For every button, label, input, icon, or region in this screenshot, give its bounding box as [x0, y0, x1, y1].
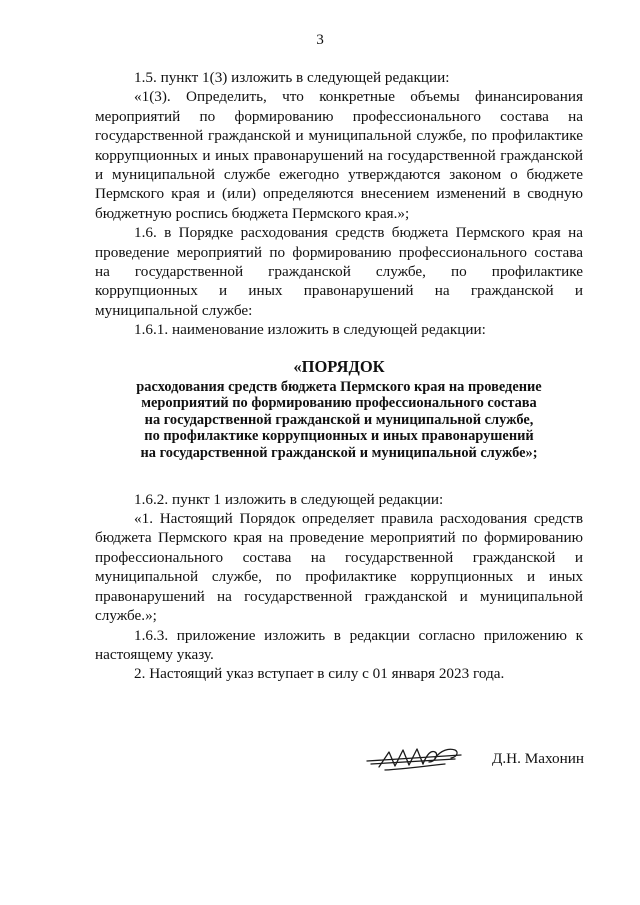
handwritten-signature [365, 740, 465, 774]
procedure-heading-title: «ПОРЯДОК [293, 356, 385, 376]
paragraph-1-6: 1.6. в Порядке расходования средств бюджета Пермского края на проведение мероприятий по формированию профессионального состава на государственной гражданской службе, по профилактике коррупционных и иных правонарушений на гражданской и муниципальной службе: [95, 224, 583, 319]
paragraph-1-quote: «1. Настоящий Порядок определяет правила расходования средств бюджета Пермского края на проведение мероприятий по формированию профессионального состава на государственной гражданской и муниципальной службе, по профилактике коррупционных и иных правонарушений на государственной гражданской и муниципальной службе.»; [95, 510, 583, 625]
procedure-heading-line: по профилактике коррупционных и иных правонарушений [144, 428, 534, 445]
paragraph-1-6-2: 1.6.2. пункт 1 изложить в следующей редакции: [134, 490, 444, 508]
page-number: 3 [316, 31, 324, 48]
signature-row [0, 740, 640, 780]
document-body [95, 68, 583, 684]
paragraph-1-3-quote: «1(3). Определить, что конкретные объемы финансирования мероприятий по формированию профессионального состава на государственной гражданской и муниципальной службе, по профилактике коррупционных и иных правонарушений на государственной гражданской и муниципальной службе ежегодно утверждаются законом о бюджете Пермского края и (или) определяются внесением изменений в сводную бюджетную роспись бюджета Пермского края.»; [95, 88, 583, 222]
paragraph-2: 2. Настоящий указ вступает в силу с 01 января 2023 года. [134, 665, 505, 683]
procedure-heading-line: на государственной гражданской и муниципальной службе»; [140, 445, 538, 462]
paragraph-1-5: 1.5. пункт 1(3) изложить в следующей редакции: [134, 69, 450, 86]
procedure-heading [95, 357, 583, 462]
procedure-heading-line: расходования средств бюджета Пермского края на проведение [136, 378, 542, 395]
paragraph-1-6-1: 1.6.1. наименование изложить в следующей редакции: [134, 321, 486, 339]
signer-name: Д.Н. Махонин [492, 750, 584, 767]
procedure-heading-line: на государственной гражданской и муниципальной службе, [144, 411, 534, 428]
paragraph-1-6-3: 1.6.3. приложение изложить в редакции согласно приложению к настоящему указу. [95, 626, 583, 663]
procedure-heading-line: мероприятий по формированию профессионального состава [141, 395, 537, 412]
